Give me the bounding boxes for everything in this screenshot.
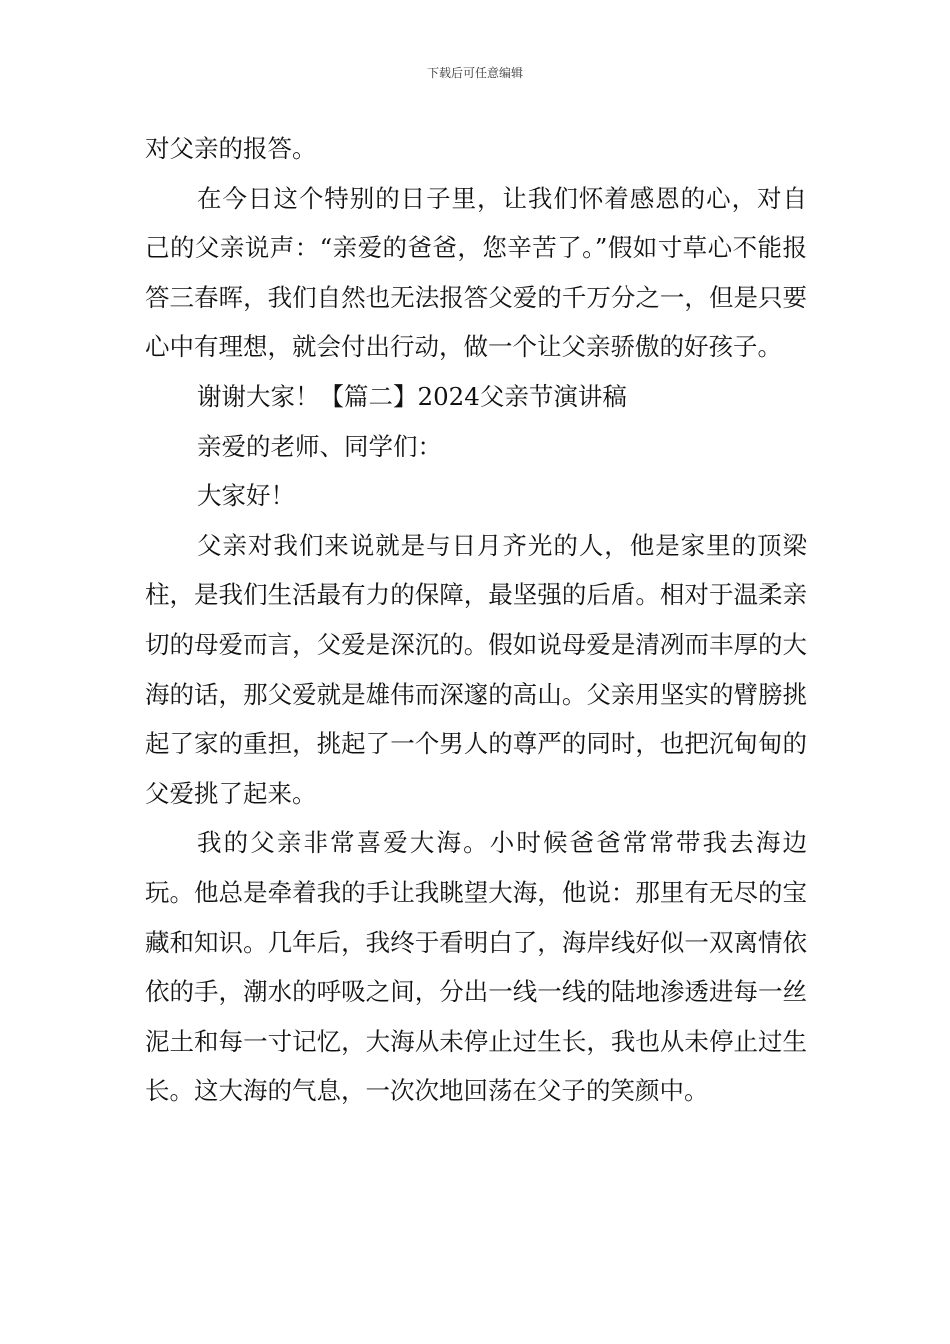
page-header-note: 下载后可任意编辑 bbox=[426, 66, 523, 80]
paragraph-6: 父亲对我们来说就是与日月齐光的人，他是家里的顶梁柱，是我们生活最有力的保障，最坚强的后盾。相对于温柔亲切的母爱而言，父爱是深沉的。假如说母爱是清冽而丰厚的大海的话，那父爱就是雄伟而深邃的高山。父亲用坚实的臂膀挑起了家的重担，挑起了一个男人的尊严的同时，也把沉甸甸的父爱挑了起来。 bbox=[145, 530, 807, 808]
paragraph-5: 大家好！ bbox=[197, 481, 295, 511]
paragraph-1: 对父亲的报答。 bbox=[145, 134, 317, 163]
document-body bbox=[145, 124, 807, 1116]
paragraph-2: 在今日这个特别的日子里，让我们怀着感恩的心，对自己的父亲说声：“亲爱的爸爸，您辛苦了。”假如寸草心不能报答三春晖，我们自然也无法报答父爱的千万分之一，但是只要心中有理想，就会付出行动，做一个让父亲骄傲的好孩子。 bbox=[145, 183, 807, 362]
paragraph-7: 我的父亲非常喜爱大海。小时候爸爸常常带我去海边玩。他总是牵着我的手让我眺望大海，他说：那里有无尽的宝藏和知识。几年后，我终于看明白了，海岸线好似一双离情依依的手，潮水的呼吸之间，分出一线一线的陆地渗透进每一丝泥土和每一寸记忆，大海从未停止过生长，我也从未停止过生长。这大海的气息，一次次地回荡在父子的笑颜中。 bbox=[145, 828, 807, 1106]
paragraph-3: 谢谢大家！【篇二】2024父亲节演讲稿 bbox=[197, 381, 627, 411]
paragraph-4: 亲爱的老师、同学们： bbox=[197, 431, 442, 461]
